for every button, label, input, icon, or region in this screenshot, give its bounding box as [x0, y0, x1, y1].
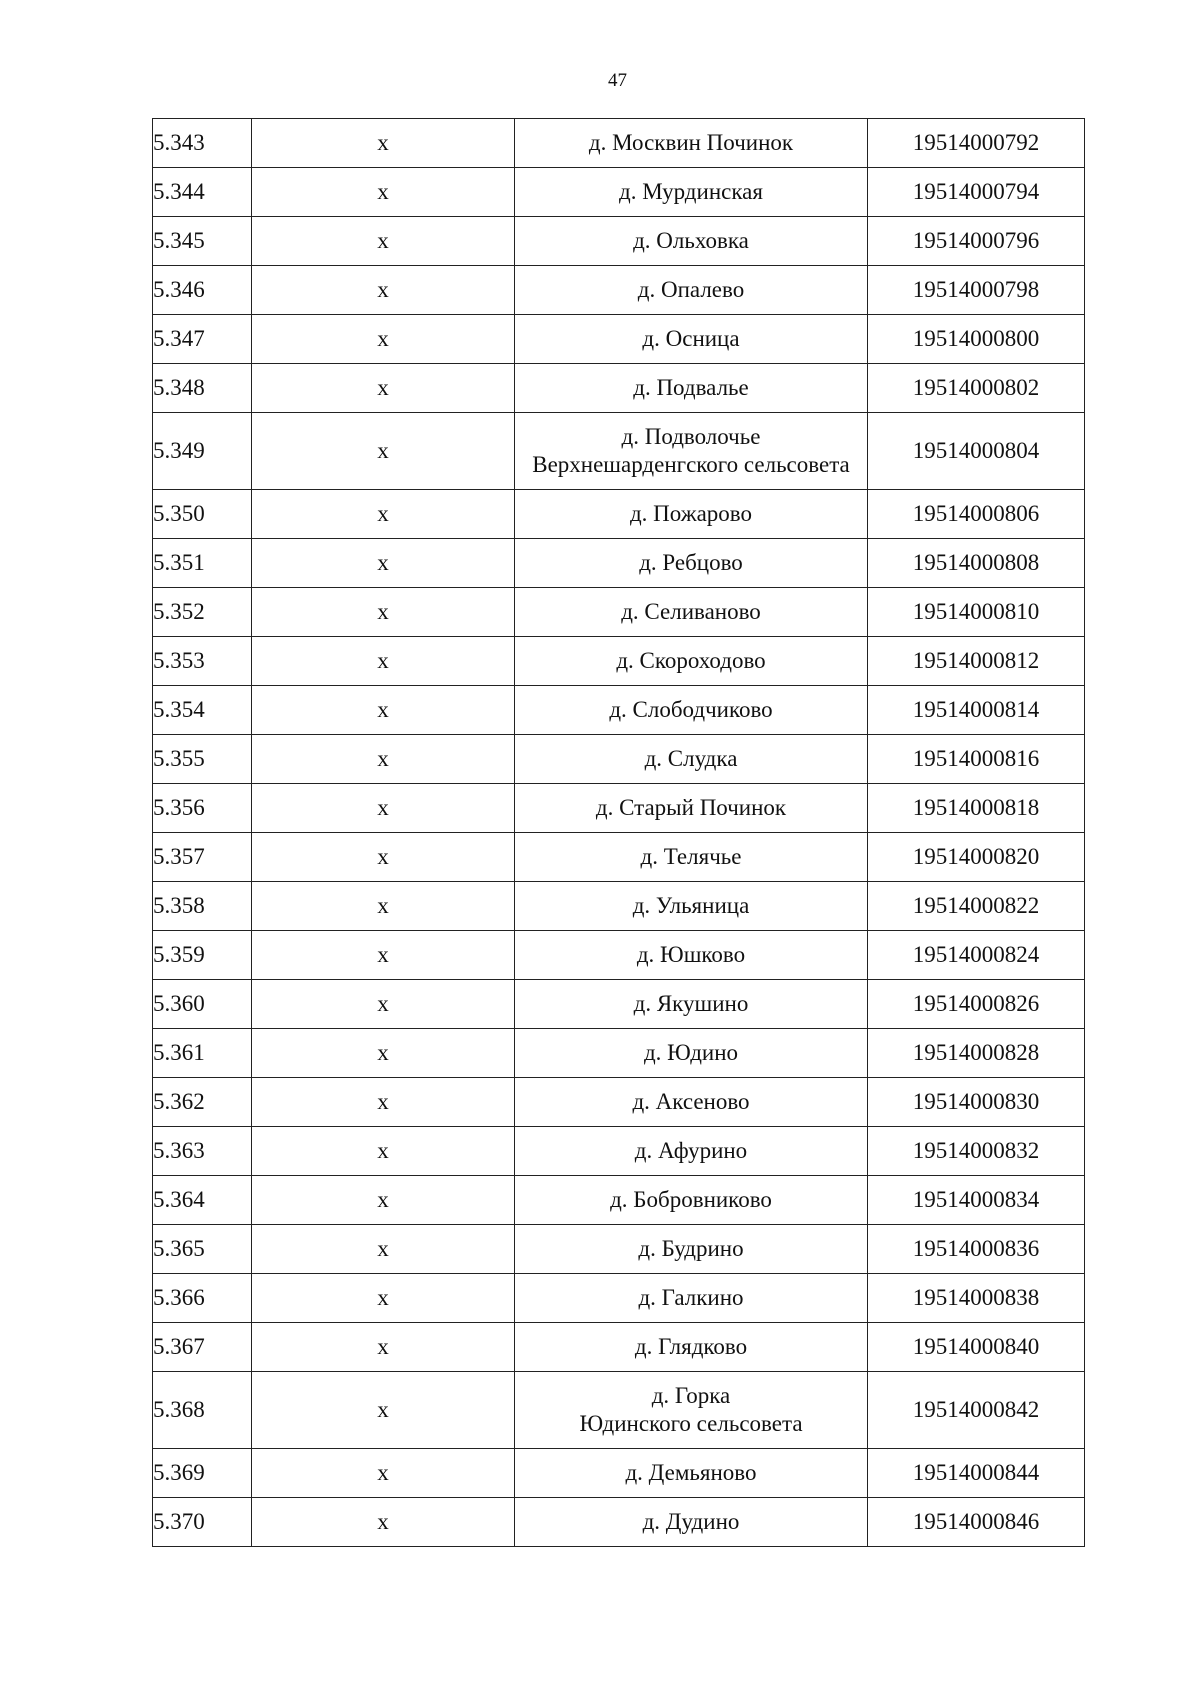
oktmo-code-cell: 19514000818	[868, 784, 1085, 833]
settlement-name-cell	[515, 784, 868, 833]
settlement-name-cell	[515, 637, 868, 686]
settlement-name-cell	[515, 1029, 868, 1078]
row-number-cell: 5.345	[153, 217, 252, 266]
table-row	[153, 1274, 1085, 1323]
mark-cell: х	[252, 1449, 515, 1498]
settlement-name-line: д. Слободчиково	[609, 697, 773, 722]
settlement-name-line: д. Подвалье	[633, 375, 749, 400]
row-number-cell: 5.351	[153, 539, 252, 588]
mark-cell: х	[252, 637, 515, 686]
oktmo-code-cell: 19514000844	[868, 1449, 1085, 1498]
row-number-cell: 5.357	[153, 833, 252, 882]
page-number: 47	[608, 70, 627, 91]
settlement-name-cell	[515, 833, 868, 882]
mark-cell: х	[252, 1078, 515, 1127]
mark-cell: х	[252, 217, 515, 266]
row-number-cell: 5.355	[153, 735, 252, 784]
oktmo-code-cell: 19514000794	[868, 168, 1085, 217]
settlement-name-cell	[515, 168, 868, 217]
settlement-name-line: д. Пожарово	[629, 501, 753, 526]
oktmo-code-cell: 19514000802	[868, 364, 1085, 413]
table-row	[153, 315, 1085, 364]
settlement-name-line: д. Афурино	[634, 1138, 748, 1163]
table-row	[153, 1078, 1085, 1127]
table-row	[153, 266, 1085, 315]
table-body	[153, 119, 1085, 1547]
oktmo-code-cell: 19514000796	[868, 217, 1085, 266]
settlement-name-cell	[515, 490, 868, 539]
row-number-cell: 5.343	[153, 119, 252, 168]
row-number-cell: 5.365	[153, 1225, 252, 1274]
oktmo-code-cell: 19514000812	[868, 637, 1085, 686]
mark-cell: х	[252, 539, 515, 588]
row-number-cell: 5.344	[153, 168, 252, 217]
settlement-name-line: д. Юдино	[643, 1040, 739, 1065]
settlement-name-cell	[515, 1274, 868, 1323]
mark-cell: х	[252, 1176, 515, 1225]
oktmo-code-cell: 19514000840	[868, 1323, 1085, 1372]
mark-cell: х	[252, 784, 515, 833]
oktmo-code-cell: 19514000798	[868, 266, 1085, 315]
oktmo-code-cell: 19514000822	[868, 882, 1085, 931]
settlements-table	[152, 118, 1085, 1547]
oktmo-code-cell: 19514000832	[868, 1127, 1085, 1176]
mark-cell: х	[252, 931, 515, 980]
row-number-cell: 5.358	[153, 882, 252, 931]
row-number-cell: 5.350	[153, 490, 252, 539]
settlement-name-cell	[515, 364, 868, 413]
table-row	[153, 413, 1085, 490]
row-number-cell: 5.361	[153, 1029, 252, 1078]
mark-cell: х	[252, 1372, 515, 1449]
oktmo-code-cell: 19514000846	[868, 1498, 1085, 1547]
table-row	[153, 168, 1085, 217]
table-row	[153, 784, 1085, 833]
table-row	[153, 1323, 1085, 1372]
settlement-name-line: д. Москвин Починок	[588, 130, 794, 155]
settlement-name-cell	[515, 539, 868, 588]
mark-cell: х	[252, 1274, 515, 1323]
mark-cell: х	[252, 1127, 515, 1176]
mark-cell: х	[252, 364, 515, 413]
settlement-name-cell	[515, 1498, 868, 1547]
row-number-cell: 5.364	[153, 1176, 252, 1225]
oktmo-code-cell: 19514000816	[868, 735, 1085, 784]
table-row	[153, 931, 1085, 980]
row-number-cell: 5.347	[153, 315, 252, 364]
settlement-name-cell	[515, 735, 868, 784]
table-row	[153, 217, 1085, 266]
row-number-cell: 5.370	[153, 1498, 252, 1547]
mark-cell: х	[252, 119, 515, 168]
row-number-cell: 5.369	[153, 1449, 252, 1498]
mark-cell: х	[252, 588, 515, 637]
table-row	[153, 735, 1085, 784]
mark-cell: х	[252, 168, 515, 217]
oktmo-code-cell: 19514000828	[868, 1029, 1085, 1078]
settlement-name-line: д. Юшково	[636, 942, 746, 967]
row-number-cell: 5.348	[153, 364, 252, 413]
table-row	[153, 833, 1085, 882]
settlement-name-line: д. Бобровниково	[610, 1187, 772, 1212]
table-row	[153, 637, 1085, 686]
settlement-name-cell	[515, 413, 868, 490]
mark-cell: х	[252, 1029, 515, 1078]
row-number-cell: 5.352	[153, 588, 252, 637]
table-row	[153, 1225, 1085, 1274]
settlement-name-cell	[515, 315, 868, 364]
row-number-cell: 5.356	[153, 784, 252, 833]
row-number-cell: 5.363	[153, 1127, 252, 1176]
oktmo-code-cell: 19514000826	[868, 980, 1085, 1029]
mark-cell: х	[252, 686, 515, 735]
settlement-name-cell	[515, 588, 868, 637]
mark-cell: х	[252, 882, 515, 931]
table-row	[153, 980, 1085, 1029]
table-row	[153, 1127, 1085, 1176]
row-number-cell: 5.346	[153, 266, 252, 315]
oktmo-code-cell: 19514000820	[868, 833, 1085, 882]
mark-cell: х	[252, 266, 515, 315]
settlement-name-line: д. Якушино	[633, 991, 749, 1016]
row-number-cell: 5.362	[153, 1078, 252, 1127]
oktmo-code-cell: 19514000808	[868, 539, 1085, 588]
row-number-cell: 5.354	[153, 686, 252, 735]
table-row	[153, 882, 1085, 931]
settlement-name-line: д. Ребцово	[639, 550, 743, 575]
settlement-name-line: д. Осница	[642, 326, 740, 351]
row-number-cell: 5.353	[153, 637, 252, 686]
mark-cell: х	[252, 833, 515, 882]
settlement-name-cell	[515, 266, 868, 315]
settlement-name-line: д. Галкино	[638, 1285, 744, 1310]
settlement-name-cell	[515, 1449, 868, 1498]
row-number-cell: 5.366	[153, 1274, 252, 1323]
settlement-name-line: д. Ольховка	[633, 228, 749, 253]
table-row	[153, 490, 1085, 539]
mark-cell: х	[252, 413, 515, 490]
oktmo-code-cell: 19514000834	[868, 1176, 1085, 1225]
table-row	[153, 119, 1085, 168]
table-row	[153, 1498, 1085, 1547]
settlement-name-line: д. Ульяница	[632, 893, 750, 918]
settlement-name-line: Верхнешарденгского сельсовета	[532, 452, 850, 477]
oktmo-code-cell: 19514000842	[868, 1372, 1085, 1449]
oktmo-code-cell: 19514000836	[868, 1225, 1085, 1274]
settlement-name-cell	[515, 1323, 868, 1372]
row-number-cell: 5.368	[153, 1372, 252, 1449]
settlement-name-cell	[515, 931, 868, 980]
settlement-name-line: д. Дудино	[642, 1509, 740, 1534]
mark-cell: х	[252, 1225, 515, 1274]
settlement-name-line: д. Селиваново	[621, 599, 761, 624]
settlement-name-cell	[515, 1176, 868, 1225]
settlement-name-line: д. Опалево	[637, 277, 745, 302]
mark-cell: х	[252, 1498, 515, 1547]
settlement-name-line: Юдинского сельсовета	[579, 1411, 803, 1436]
settlement-name-line: д. Скороходово	[616, 648, 766, 673]
settlement-name-line: д. Слудка	[644, 746, 738, 771]
settlement-name-line: д. Демьяново	[625, 1460, 757, 1485]
oktmo-code-cell: 19514000806	[868, 490, 1085, 539]
table-row	[153, 539, 1085, 588]
oktmo-code-cell: 19514000792	[868, 119, 1085, 168]
table-row	[153, 1176, 1085, 1225]
settlement-name-line: д. Будрино	[638, 1236, 744, 1261]
table-row	[153, 1372, 1085, 1449]
oktmo-code-cell: 19514000824	[868, 931, 1085, 980]
oktmo-code-cell: 19514000830	[868, 1078, 1085, 1127]
mark-cell: х	[252, 735, 515, 784]
settlement-name-cell	[515, 1127, 868, 1176]
mark-cell: х	[252, 315, 515, 364]
oktmo-code-cell: 19514000804	[868, 413, 1085, 490]
oktmo-code-cell: 19514000800	[868, 315, 1085, 364]
mark-cell: х	[252, 1323, 515, 1372]
settlement-name-cell	[515, 217, 868, 266]
row-number-cell: 5.349	[153, 413, 252, 490]
table-row	[153, 686, 1085, 735]
table-row	[153, 1029, 1085, 1078]
settlement-name-cell	[515, 119, 868, 168]
oktmo-code-cell: 19514000810	[868, 588, 1085, 637]
settlement-name-line: д. Аксеново	[632, 1089, 750, 1114]
settlement-name-line: д. Старый Починок	[595, 795, 787, 820]
settlement-name-cell	[515, 1225, 868, 1274]
settlement-name-cell	[515, 1078, 868, 1127]
row-number-cell: 5.367	[153, 1323, 252, 1372]
settlement-name-line: д. Глядково	[634, 1334, 748, 1359]
oktmo-code-cell: 19514000838	[868, 1274, 1085, 1323]
row-number-cell: 5.360	[153, 980, 252, 1029]
table-row	[153, 1449, 1085, 1498]
settlement-name-line: д. Горка	[651, 1383, 731, 1408]
mark-cell: х	[252, 980, 515, 1029]
settlement-name-cell	[515, 882, 868, 931]
settlement-name-line: д. Подволочье	[621, 424, 761, 449]
settlement-name-cell	[515, 980, 868, 1029]
settlement-name-cell	[515, 686, 868, 735]
settlement-name-cell	[515, 1372, 868, 1449]
oktmo-code-cell: 19514000814	[868, 686, 1085, 735]
settlement-name-line: д. Мурдинская	[619, 179, 763, 204]
settlement-name-line: д. Телячье	[640, 844, 742, 869]
row-number-cell: 5.359	[153, 931, 252, 980]
table-row	[153, 364, 1085, 413]
mark-cell: х	[252, 490, 515, 539]
table-row	[153, 588, 1085, 637]
